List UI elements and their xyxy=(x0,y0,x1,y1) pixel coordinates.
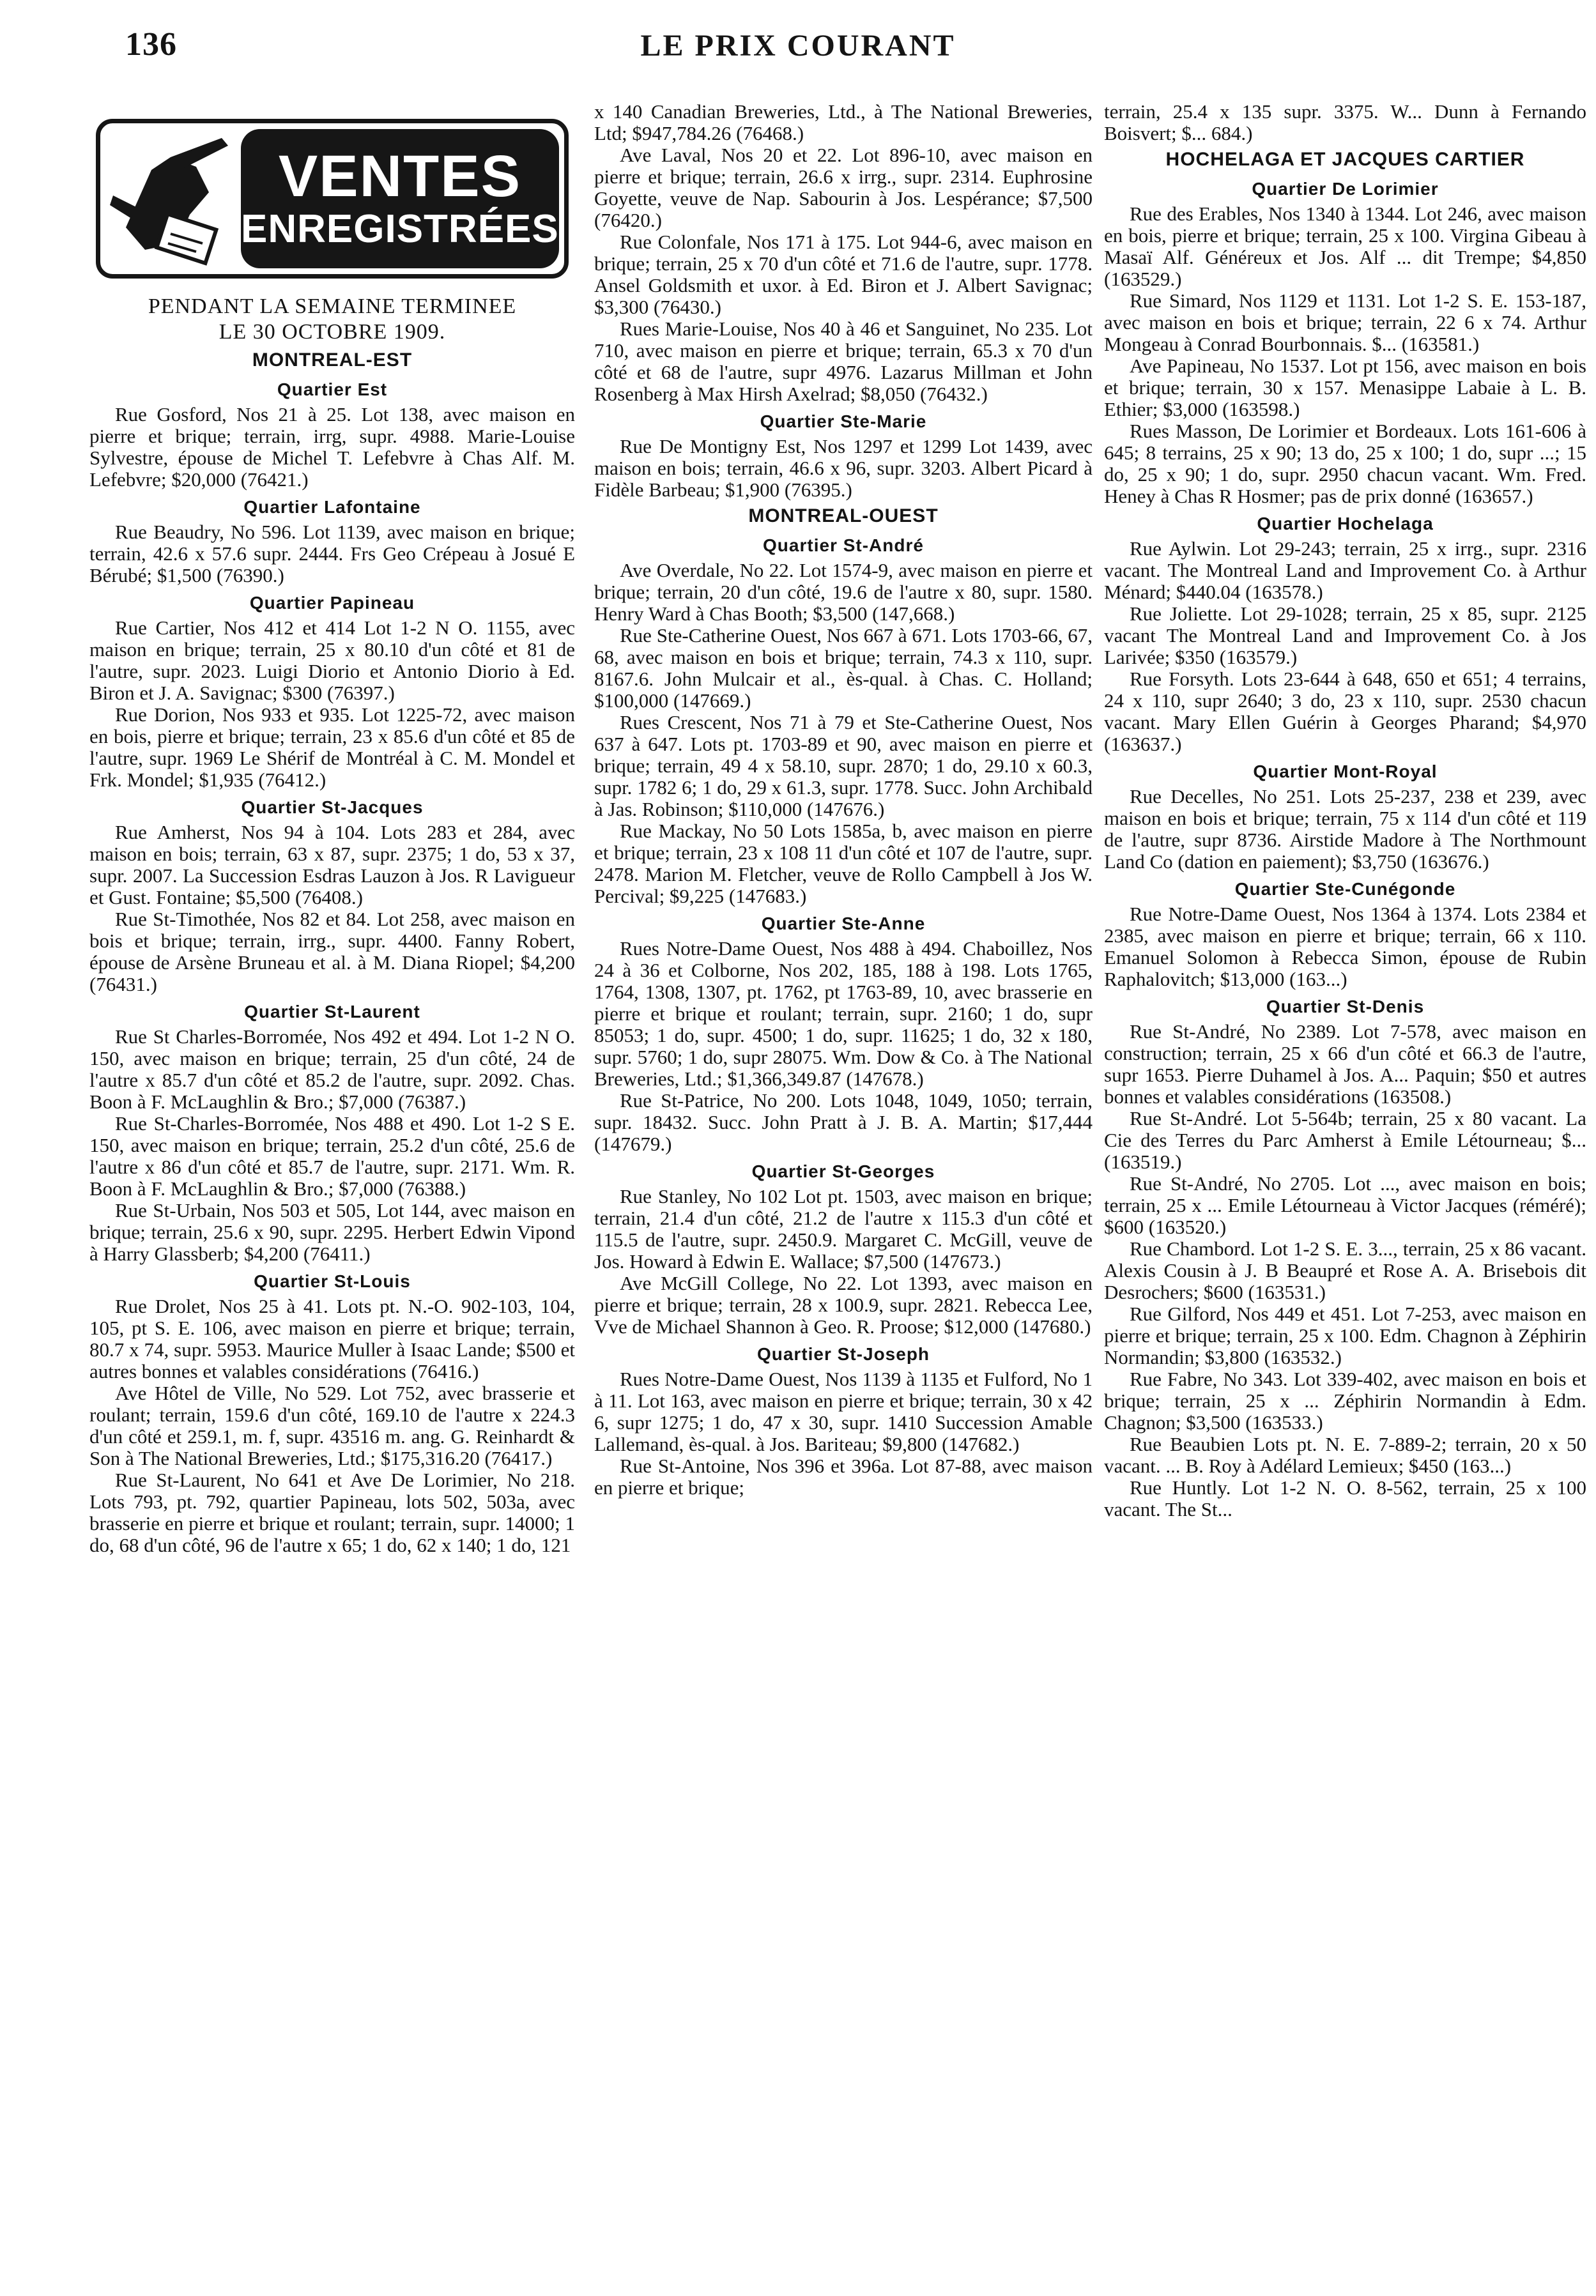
logo-title-block xyxy=(241,129,559,268)
sale-entry: Rue Gosford, Nos 21 à 25. Lot 138, avec maison en pierre et brique; terrain, irrg, supr. 4988. Marie-Louise Sylvestre, épouse de Michel T. Lefebvre à Chas Alf. M. Lefebvre; $20,000 (76421.) xyxy=(89,403,575,491)
quartier-heading: Quartier Mont-Royal xyxy=(1253,762,1438,781)
quartier-heading: Quartier Ste-Cunégonde xyxy=(1234,879,1456,899)
sale-entry: Rue Aylwin. Lot 29-243; terrain, 25 x irrg., supr. 2316 vacant. The Montreal Land and Improvement Co. à Arthur Ménard; $440.04 (163578.) xyxy=(1104,537,1586,603)
sale-entry: Rue St-Timothée, Nos 82 et 84. Lot 258, avec maison en bois et brique; terrain, irrg., supr. 4400. Fanny Robert, épouse de Arsène Bruneau et al. à M. Diana Riopel; $4,200 (76431.) xyxy=(89,908,575,995)
sale-entry: Rue Amherst, Nos 94 à 104. Lots 283 et 284, avec maison en bois; terrain, 63 x 87, supr. 2375; 1 do, 53 x 37, supr. 2007. La Succession Esdras Lauzon à Jos. R Lavigueur et Gust. Fontaine; $5,500 (76408.) xyxy=(89,821,575,908)
district-heading: MONTREAL-OUEST xyxy=(748,505,939,526)
sale-entry: Rue Decelles, No 251. Lots 25-237, 238 et 239, avec maison en bois et brique; terrain, 75 x 114 d'un côté et 119 de l'autre, supr 8736. Airstide Madore à The Northmount Land Co (dation en paiement); $3,750 (163676.) xyxy=(1104,785,1586,873)
quartier-heading: Quartier St-Denis xyxy=(1266,997,1425,1016)
quartier-heading: Quartier St-Laurent xyxy=(244,1002,420,1022)
quartier-heading: Quartier St-Joseph xyxy=(756,1344,930,1364)
page-number: 136 xyxy=(125,26,177,63)
sale-entry: Rue Chambord. Lot 1-2 S. E. 3..., terrain, 25 x 86 vacant. Alexis Cousin à J. B Beaupré et Rose A. A. Brisebois dit Desrochers; $600 (163531.) xyxy=(1104,1237,1586,1303)
sale-entry: Rue St-Urbain, Nos 503 et 505, Lot 144, avec maison en brique; terrain, 25.6 x 90, supr. 2295. Herbert Edwin Vipond à Harry Glassberb; $4,200 (76411.) xyxy=(89,1199,575,1265)
sale-entry: Rue Mackay, No 50 Lots 1585a, b, avec maison en pierre et brique; terrain, 23 x 108 11 d'un côté et 107 de l'autre, supr. 2478. Marion M. Fletcher, veuve de Rollo Campbell à Jos W. Percival; $9,225 (147683.) xyxy=(594,820,1093,907)
quartier-heading: Quartier St-Georges xyxy=(751,1161,935,1181)
sale-entry: Rue St Charles-Borromée, Nos 492 et 494. Lot 1-2 N O. 150, avec maison en brique; terrain, 25 d'un côté, 24 de l'autre x 85.7 d'un côté et 85.2 de l'autre, supr. 2092. Chas. Boon à F. McLaughlin & Bro.; $7,000 (76387.) xyxy=(89,1025,575,1113)
sale-entry: Rues Marie-Louise, Nos 40 à 46 et Sanguinet, No 235. Lot 710, avec maison en pierre et brique; terrain, 65.3 x 70 d'un côté et 68 de l'autre, supr 4976. Lazarus Millman et John Rosenberg à Max Hirsh Axelrad; $8,050 (76432.) xyxy=(594,318,1093,405)
sale-entry: Rues Crescent, Nos 71 à 79 et Ste-Catherine Ouest, Nos 637 à 647. Lots pt. 1703-89 et 90, avec maison en pierre et brique; terrain, 49 4 x 58.10, supr. 2870; 1 do, 29.10 x 60.3, supr. 1782 6; 1 do, 29 x 61.3, supr. 1778. Succ. John Archibald à Jas. Robinson; $110,000 (147676.) xyxy=(594,711,1093,820)
sale-entry: Rue Forsyth. Lots 23-644 à 648, 650 et 651; 4 terrains, 24 x 110, supr 2640; 3 do, 23 x 110, supr. 2530 chacun vacant. Mary Ellen Guérin à Georges Pharand; $4,970 (163637.) xyxy=(1104,668,1586,755)
sale-entry: Rue Colonfale, Nos 171 à 175. Lot 944-6, avec maison en brique; terrain, 25 x 70 d'un côté et 71.6 de l'autre, supr. 1778. Ansel Goldsmith et uxor. à Ed. Biron et J. Albert Savignac; $3,300 (76430.) xyxy=(594,231,1093,318)
sale-entry: Rue St-André. Lot 5-564b; terrain, 25 x 80 vacant. La Cie des Terres du Parc Amherst à Emile Létourneau; $... (163519.) xyxy=(1104,1107,1586,1173)
intro-line-2: LE 30 OCTOBRE 1909. xyxy=(219,320,446,344)
sale-entry: Ave Hôtel de Ville, No 529. Lot 752, avec brasserie et roulant; terrain, 159.6 d'un côté, 169.10 de l'autre x 224.3 d'un côté et 259.1, m. f, supr. 43516 m. ang. G. Reinhardt & Son à The National Breweries, Ltd.; $175,316.20 (76417.) xyxy=(89,1382,575,1469)
running-head-title: LE PRIX COURANT xyxy=(640,29,956,63)
sale-entry: Rue Simard, Nos 1129 et 1131. Lot 1-2 S. E. 153-187, avec maison en bois et brique; terrain, 22 6 x 74. Arthur Mongeau à Conrad Bourbonnais. $... (163581.) xyxy=(1104,289,1586,355)
sale-entry: Rue Huntly. Lot 1-2 N. O. 8-562, terrain, 25 x 100 vacant. The St... xyxy=(1104,1476,1586,1520)
sale-entry: Rues Notre-Dame Ouest, Nos 1139 à 1135 et Fulford, No 1 à 11. Lot 163, avec maison en pierre et brique; terrain, 30 x 42 6, supr 1275; 1 do, 47 x 30, supr. 1410 Succession Amable Lallemand, ès-qual. à Jos. Bariteau; $9,800 (147682.) xyxy=(594,1368,1093,1455)
quartier-heading: Quartier St-Louis xyxy=(254,1271,411,1291)
sale-entry: Ave McGill College, No 22. Lot 1393, avec maison en pierre et brique; terrain, 28 x 100.9, supr. 2821. Rebecca Lee, Vve de Michael Shannon à Geo. R. Proose; $12,000 (147680.) xyxy=(594,1272,1093,1338)
quartier-heading: Quartier Papineau xyxy=(249,593,415,613)
sale-entry: Rue St-Antoine, Nos 396 et 396a. Lot 87-88, avec maison en pierre et brique; xyxy=(594,1455,1093,1499)
sale-entry: Rue St-Charles-Borromée, Nos 488 et 490. Lot 1-2 S E. 150, avec maison en brique; terrain, 25.2 d'un côté, 25.6 de l'autre x 86 d'un côté et 85.7 de l'autre, supr. 2171. Wm. R. Boon à F. McLaughlin & Bro.; $7,000 (76388.) xyxy=(89,1112,575,1200)
quartier-heading: Quartier Hochelaga xyxy=(1257,514,1434,533)
sale-entry: Rue Notre-Dame Ouest, Nos 1364 à 1374. Lots 2384 et 2385, avec maison en pierre et brique; terrain, 66 x 110. Emanuel Solomon à Rebecca Simon, épouse de Rubin Raphalovitch; $13,000 (163...) xyxy=(1104,903,1586,990)
logo-line-1: VENTES xyxy=(278,144,521,209)
sale-entry: Rue St-André, No 2389. Lot 7-578, avec maison en construction; terrain, 25 x 66 d'un côté et 66.3 de l'autre, supr 1653. Pierre Duhamel à Jos. A... Paquin; $50 et autres bonnes et valables considérations (163508.) xyxy=(1104,1020,1586,1108)
intro-line-1: PENDANT LA SEMAINE TERMINEE xyxy=(148,295,517,318)
sale-entry: Rue des Erables, Nos 1340 à 1344. Lot 246, avec maison en bois, pierre et brique; terrain, 25 x 100. Virgina Gibeau à Masaï Alf. Généreux et Jos. Alf ... dit Trempe; $4,850 (163529.) xyxy=(1104,203,1586,290)
column-3 xyxy=(1104,101,1586,2286)
sale-entry: Rue St-Laurent, No 641 et Ave De Lorimier, No 218. Lots 793, pt. 792, quartier Papineau, lots 502, 503a, avec brasserie en pierre et brique et roulant; terrain, supr. 14000; 1 do, 68 d'un côté, 96 de l'autre x 65; 1 do, 62 x 140; 1 do, 121 xyxy=(89,1469,575,1556)
quartier-heading: Quartier De Lorimier xyxy=(1252,179,1439,199)
sale-entry: Rues Masson, De Lorimier et Bordeaux. Lots 161-606 à 645; 8 terrains, 25 x 90; 13 do, 25 x 100; 1 do, supr ...; 15 do, 25 x 90; 1 do, supr. 2950 chacun vacant. Wm. Fred. Heney à Chas R Hosmer; pas de prix donné (163657.) xyxy=(1104,420,1586,507)
sale-entry: Rue Cartier, Nos 412 et 414 Lot 1-2 N O. 1155, avec maison en brique; terrain, 25 x 80.10 d'un côté et 81 de l'autre, supr. 2023. Luigi Diorio et Antonio Diorio à Ed. Biron et J. A. Savignac; $300 (76397.) xyxy=(89,616,575,704)
sale-entry: Rue Dorion, Nos 933 et 935. Lot 1225-72, avec maison en bois, pierre et brique; terrain, 23 x 85.6 d'un côté et 85 de l'autre, supr. 1969 Le Shérif de Montréal à C. M. Mondel et Frk. Mondel; $1,935 (76412.) xyxy=(89,703,575,791)
quartier-heading: Quartier Ste-Marie xyxy=(760,411,927,431)
sale-entry: Rue Fabre, No 343. Lot 339-402, avec maison en bois et brique; terrain, 25 x ... Zéphirin Normandin à Edm. Chagnon; $3,500 (163533.) xyxy=(1104,1368,1586,1434)
sale-entry: Rue St-Patrice, No 200. Lots 1048, 1049, 1050; terrain, supr. 18432. Succ. John Pratt à J. B. A. Martin; $17,444 (147679.) xyxy=(594,1089,1093,1155)
logo-line-2: ENREGISTRÉES xyxy=(241,207,559,251)
quartier-heading: Quartier St-André xyxy=(763,535,924,555)
sale-entry: Rue Beaubien Lots pt. N. E. 7-889-2; terrain, 20 x 50 vacant. ... B. Roy à Adélard Lemieux; $450 (163...) xyxy=(1104,1433,1586,1477)
sale-entry: Ave Papineau, No 1537. Lot pt 156, avec maison en bois et brique; terrain, 30 x 157. Menasippe Labaie à L. B. Ethier; $3,000 (163598.) xyxy=(1104,355,1586,420)
sale-entry: Rues Notre-Dame Ouest, Nos 488 à 494. Chaboillez, Nos 24 à 36 et Colborne, Nos 202, 185, 188 à 198. Lots 1765, 1764, 1308, 1307, pt. 1762, pt 1763-89, 10, avec brasserie en pierre et brique et roulant; terrain, supr. 2160; 1 do, supr 85053; 1 do, supr. 4500; 1 do, supr. 11625; 1 do, 32 x 180, supr. 5760; 1 do, supr 28075. Wm. Dow & Co. à The National Breweries, Ltd.; $1,366,349.87 (147678.) xyxy=(594,937,1093,1090)
sale-entry: Rue Drolet, Nos 25 à 41. Lots pt. N.-O. 902-103, 104, 105, pt S. E. 106, avec maison en pierre et brique; terrain, 80.7 x 74, supr. 5953. Maurice Muller à Isaac Lande; $500 et autres bonnes et valables considérations (76416.) xyxy=(89,1295,575,1382)
district-heading: HOCHELAGA ET JACQUES CARTIER xyxy=(1165,149,1525,170)
sale-entry: Ave Laval, Nos 20 et 22. Lot 896-10, avec maison en pierre et brique; terrain, 26.6 x irrg., supr. 2314. Euphrosine Goyette, veuve de Nap. Sabourin à Jos. Lespérance; $7,500 (76420.) xyxy=(594,144,1093,231)
sale-entry: Rue Gilford, Nos 449 et 451. Lot 7-253, avec maison en pierre et brique; terrain, 25 x 100. Edm. Chagnon à Zéphirin Normandin; $3,800 (163532.) xyxy=(1104,1303,1586,1368)
sale-entry: Rue Beaudry, No 596. Lot 1139, avec maison en brique; terrain, 42.6 x 57.6 supr. 2444. Frs Geo Crépeau à Josué E Bérubé; $1,500 (76390.) xyxy=(89,521,575,586)
column-1 xyxy=(89,107,575,2292)
sale-entry: Rue De Montigny Est, Nos 1297 et 1299 Lot 1439, avec maison en bois; terrain, 46.6 x 96, supr. 3203. Albert Picard à Fidèle Barbeau; $1,900 (76395.) xyxy=(594,435,1093,501)
sale-entry: Rue St-André, No 2705. Lot ..., avec maison en bois; terrain, 25 x ... Emile Létourneau à Victor Jacques (réméré); $600 (163520.) xyxy=(1104,1172,1586,1238)
sale-entry: Rue Joliette. Lot 29-1028; terrain, 25 x 85, supr. 2125 vacant The Montreal Land and Improvement Co. à Jos Larivée; $350 (163579.) xyxy=(1104,602,1586,668)
quartier-heading: Quartier Lafontaine xyxy=(243,497,421,517)
sale-entry: x 140 Canadian Breweries, Ltd., à The National Breweries, Ltd; $947,784.26 (76468.) xyxy=(594,101,1093,144)
ventes-enregistrees-logo xyxy=(96,119,569,279)
district-heading: MONTREAL-EST xyxy=(252,349,413,371)
column-2 xyxy=(594,101,1093,2286)
quartier-heading: Quartier St-Jacques xyxy=(241,797,424,817)
sale-entry: terrain, 25.4 x 135 supr. 3375. W... Dunn à Fernando Boisvert; $... 684.) xyxy=(1104,101,1586,144)
quartier-heading: Quartier Ste-Anne xyxy=(761,914,926,933)
quartier-heading: Quartier Est xyxy=(277,379,388,399)
sale-entry: Ave Overdale, No 22. Lot 1574-9, avec maison en pierre et brique; terrain, 20 d'un côté, 19.6 de l'autre x 80, supr. 1580. Henry Ward à Chas Booth; $3,500 (147,668.) xyxy=(594,559,1093,625)
sale-entry: Rue Stanley, No 102 Lot pt. 1503, avec maison en brique; terrain, 21.4 d'un côté, 21.2 de l'autre x 115.3 d'un côté et 115.5 de l'autre, supr. 2450.9. Margaret C. McGill, veuve de Jos. Howard à Edwin E. Wallace; $7,500 (147673.) xyxy=(594,1185,1093,1273)
auctioneer-figure-icon xyxy=(100,123,241,274)
sale-entry: Rue Ste-Catherine Ouest, Nos 667 à 671. Lots 1703-66, 67, 68, avec maison en bois et brique; terrain, 74.3 x 110, supr. 8167.6. John Mulcair et al., ès-qual. à Chas. C. Holland; $100,000 (147669.) xyxy=(594,624,1093,712)
